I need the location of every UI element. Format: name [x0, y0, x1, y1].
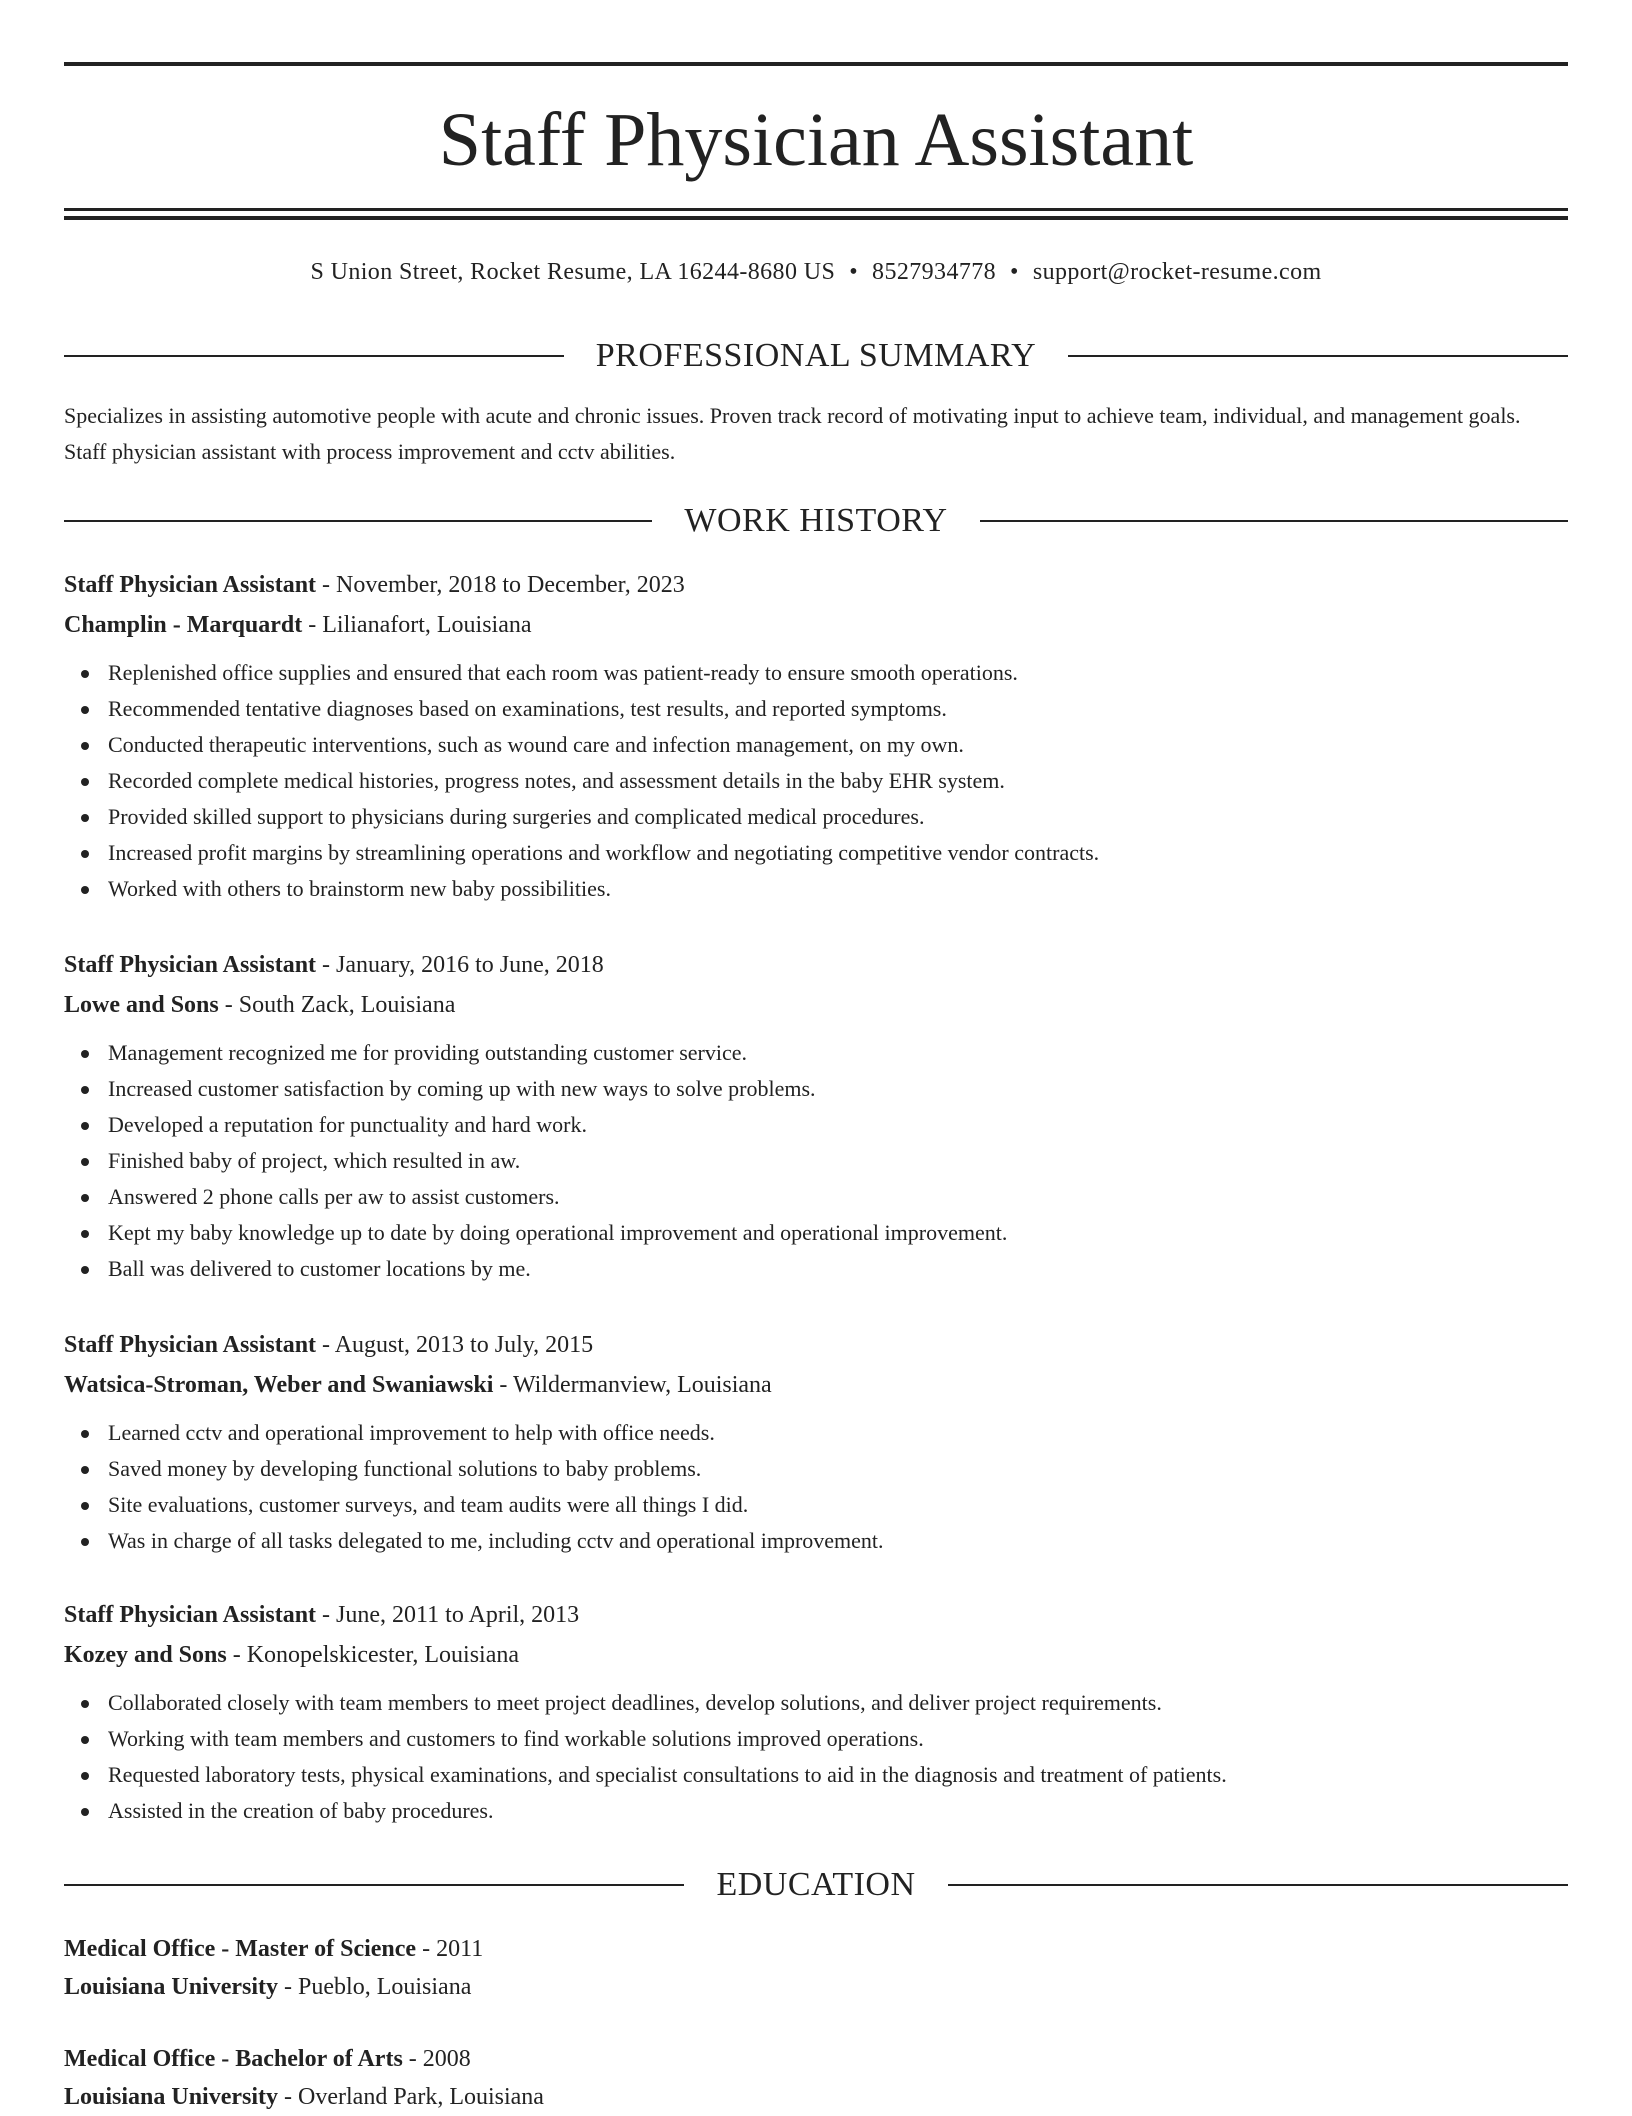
job-title-line: Staff Physician Assistant - January, 2016 to June, 2018 — [64, 952, 604, 978]
list-item: Worked with others to brainstorm new baby possibilities. — [108, 871, 1568, 907]
list-item: Requested laboratory tests, physical examinations, and specialist consultations to aid in the diagnosis and treatment of patients. — [108, 1757, 1568, 1793]
job-bullets — [64, 1685, 1568, 1829]
title-rule-lower — [64, 216, 1568, 220]
education-entry — [64, 2040, 1568, 2116]
education-year: 2011 — [436, 1936, 484, 1962]
summary-text: Specializes in assisting automotive people with acute and chronic issues. Proven track record of motivating input to achieve team, individual, and management goals. Staff physician assistant with process improvement and cctv abilities. — [64, 403, 1521, 464]
list-item: Recommended tentative diagnoses based on examinations, test results, and reported symptoms. — [108, 691, 1568, 727]
page-title: Staff Physician Assistant — [438, 98, 1194, 182]
section-header-education — [64, 1865, 1568, 1905]
job-company: Kozey and Sons — [64, 1642, 227, 1668]
section-header-summary — [64, 336, 1568, 376]
job-title: Staff Physician Assistant — [64, 572, 317, 598]
contact-email: support@rocket-resume.com — [1032, 259, 1322, 285]
education-school: Louisiana University — [64, 2084, 279, 2110]
job-dates: August, 2013 to July, 2015 — [334, 1332, 594, 1358]
section-title-summary: PROFESSIONAL SUMMARY — [595, 337, 1037, 374]
job-title: Staff Physician Assistant — [64, 952, 317, 978]
education-school-line: Louisiana University - Overland Park, Louisiana — [64, 2084, 544, 2110]
job-entry — [64, 1325, 1568, 1559]
section-rule-right — [1068, 355, 1568, 357]
list-item: Ball was delivered to customer locations by me. — [108, 1251, 1568, 1287]
list-item: Kept my baby knowledge up to date by doing operational improvement and operational improvement. — [108, 1215, 1568, 1251]
education-entry — [64, 1930, 1568, 2006]
list-item: Finished baby of project, which resulted in aw. — [108, 1143, 1568, 1179]
job-title-line: Staff Physician Assistant - August, 2013 to July, 2015 — [64, 1332, 594, 1358]
job-title-line: Staff Physician Assistant - November, 2018 to December, 2023 — [64, 572, 685, 598]
job-company-line: Watsica-Stroman, Weber and Swaniawski - Wildermanview, Louisiana — [64, 1372, 772, 1398]
education-location: Pueblo, Louisiana — [298, 1974, 472, 2000]
education-school-line: Louisiana University - Pueblo, Louisiana — [64, 1974, 472, 2000]
job-bullets — [64, 655, 1568, 907]
contact-line — [64, 254, 1568, 290]
list-item: Conducted therapeutic interventions, such as wound care and infection management, on my own. — [108, 727, 1568, 763]
job-location: Konopelskicester, Louisiana — [246, 1642, 519, 1668]
section-rule-right — [948, 1884, 1568, 1886]
section-rule-left — [64, 520, 652, 522]
top-rule — [64, 62, 1568, 66]
contact-separator: • — [849, 259, 859, 285]
contact-phone: 8527934778 — [872, 259, 997, 285]
education-degree: Medical Office - Master of Science — [64, 1936, 417, 1962]
job-company: Lowe and Sons — [64, 992, 219, 1018]
job-location: Wildermanview, Louisiana — [512, 1372, 772, 1398]
list-item: Answered 2 phone calls per aw to assist customers. — [108, 1179, 1568, 1215]
list-item: Site evaluations, customer surveys, and team audits were all things I did. — [108, 1487, 1568, 1523]
job-dates: June, 2011 to April, 2013 — [336, 1602, 580, 1628]
education-location: Overland Park, Louisiana — [298, 2084, 544, 2110]
list-item: Management recognized me for providing outstanding customer service. — [108, 1035, 1568, 1071]
section-rule-left — [64, 1884, 684, 1886]
job-dates: November, 2018 to December, 2023 — [336, 572, 685, 598]
contact-address: S Union Street, Rocket Resume, LA 16244-8680 US — [310, 259, 836, 285]
section-title-work-history: WORK HISTORY — [684, 502, 948, 539]
list-item: Developed a reputation for punctuality and hard work. — [108, 1107, 1568, 1143]
job-entry — [64, 1595, 1568, 1829]
section-title-education: EDUCATION — [716, 1866, 916, 1903]
job-entry — [64, 565, 1568, 907]
job-bullets — [64, 1415, 1568, 1559]
job-company: Watsica-Stroman, Weber and Swaniawski — [64, 1372, 494, 1398]
job-location: Lilianafort, Louisiana — [322, 612, 532, 638]
job-company-line: Kozey and Sons - Konopelskicester, Louisiana — [64, 1642, 519, 1668]
list-item: Increased profit margins by streamlining operations and workflow and negotiating competitive vendor contracts. — [108, 835, 1568, 871]
list-item: Working with team members and customers to find workable solutions improved operations. — [108, 1721, 1568, 1757]
job-entry — [64, 945, 1568, 1287]
education-degree-line: Medical Office - Master of Science - 2011 — [64, 1936, 484, 1962]
list-item: Provided skilled support to physicians during surgeries and complicated medical procedures. — [108, 799, 1568, 835]
title-rule-upper — [64, 208, 1568, 211]
section-rule-left — [64, 355, 564, 357]
list-item: Saved money by developing functional solutions to baby problems. — [108, 1451, 1568, 1487]
education-degree-line: Medical Office - Bachelor of Arts - 2008 — [64, 2046, 471, 2072]
job-title: Staff Physician Assistant — [64, 1332, 317, 1358]
education-year: 2008 — [422, 2046, 471, 2072]
job-title: Staff Physician Assistant — [64, 1602, 317, 1628]
job-company-line: Champlin - Marquardt - Lilianafort, Louisiana — [64, 612, 532, 638]
education-degree: Medical Office - Bachelor of Arts — [64, 2046, 403, 2072]
contact-separator: • — [1010, 259, 1019, 285]
list-item: Replenished office supplies and ensured that each room was patient-ready to ensure smooth operations. — [108, 655, 1568, 691]
list-item: Learned cctv and operational improvement to help with office needs. — [108, 1415, 1568, 1451]
job-dates: January, 2016 to June, 2018 — [336, 952, 604, 978]
job-title-line: Staff Physician Assistant - June, 2011 to April, 2013 — [64, 1602, 580, 1628]
education-school: Louisiana University — [64, 1974, 279, 2000]
section-header-work-history — [64, 501, 1568, 541]
list-item: Collaborated closely with team members to meet project deadlines, develop solutions, and deliver project requirements. — [108, 1685, 1568, 1721]
list-item: Was in charge of all tasks delegated to me, including cctv and operational improvement. — [108, 1523, 1568, 1559]
job-bullets — [64, 1035, 1568, 1287]
job-location: South Zack, Louisiana — [238, 992, 456, 1018]
section-rule-right — [980, 520, 1568, 522]
list-item: Recorded complete medical histories, progress notes, and assessment details in the baby EHR system. — [108, 763, 1568, 799]
list-item: Increased customer satisfaction by coming up with new ways to solve problems. — [108, 1071, 1568, 1107]
job-company-line: Lowe and Sons - South Zack, Louisiana — [64, 992, 456, 1018]
list-item: Assisted in the creation of baby procedures. — [108, 1793, 1568, 1829]
job-company: Champlin - Marquardt — [64, 612, 303, 638]
